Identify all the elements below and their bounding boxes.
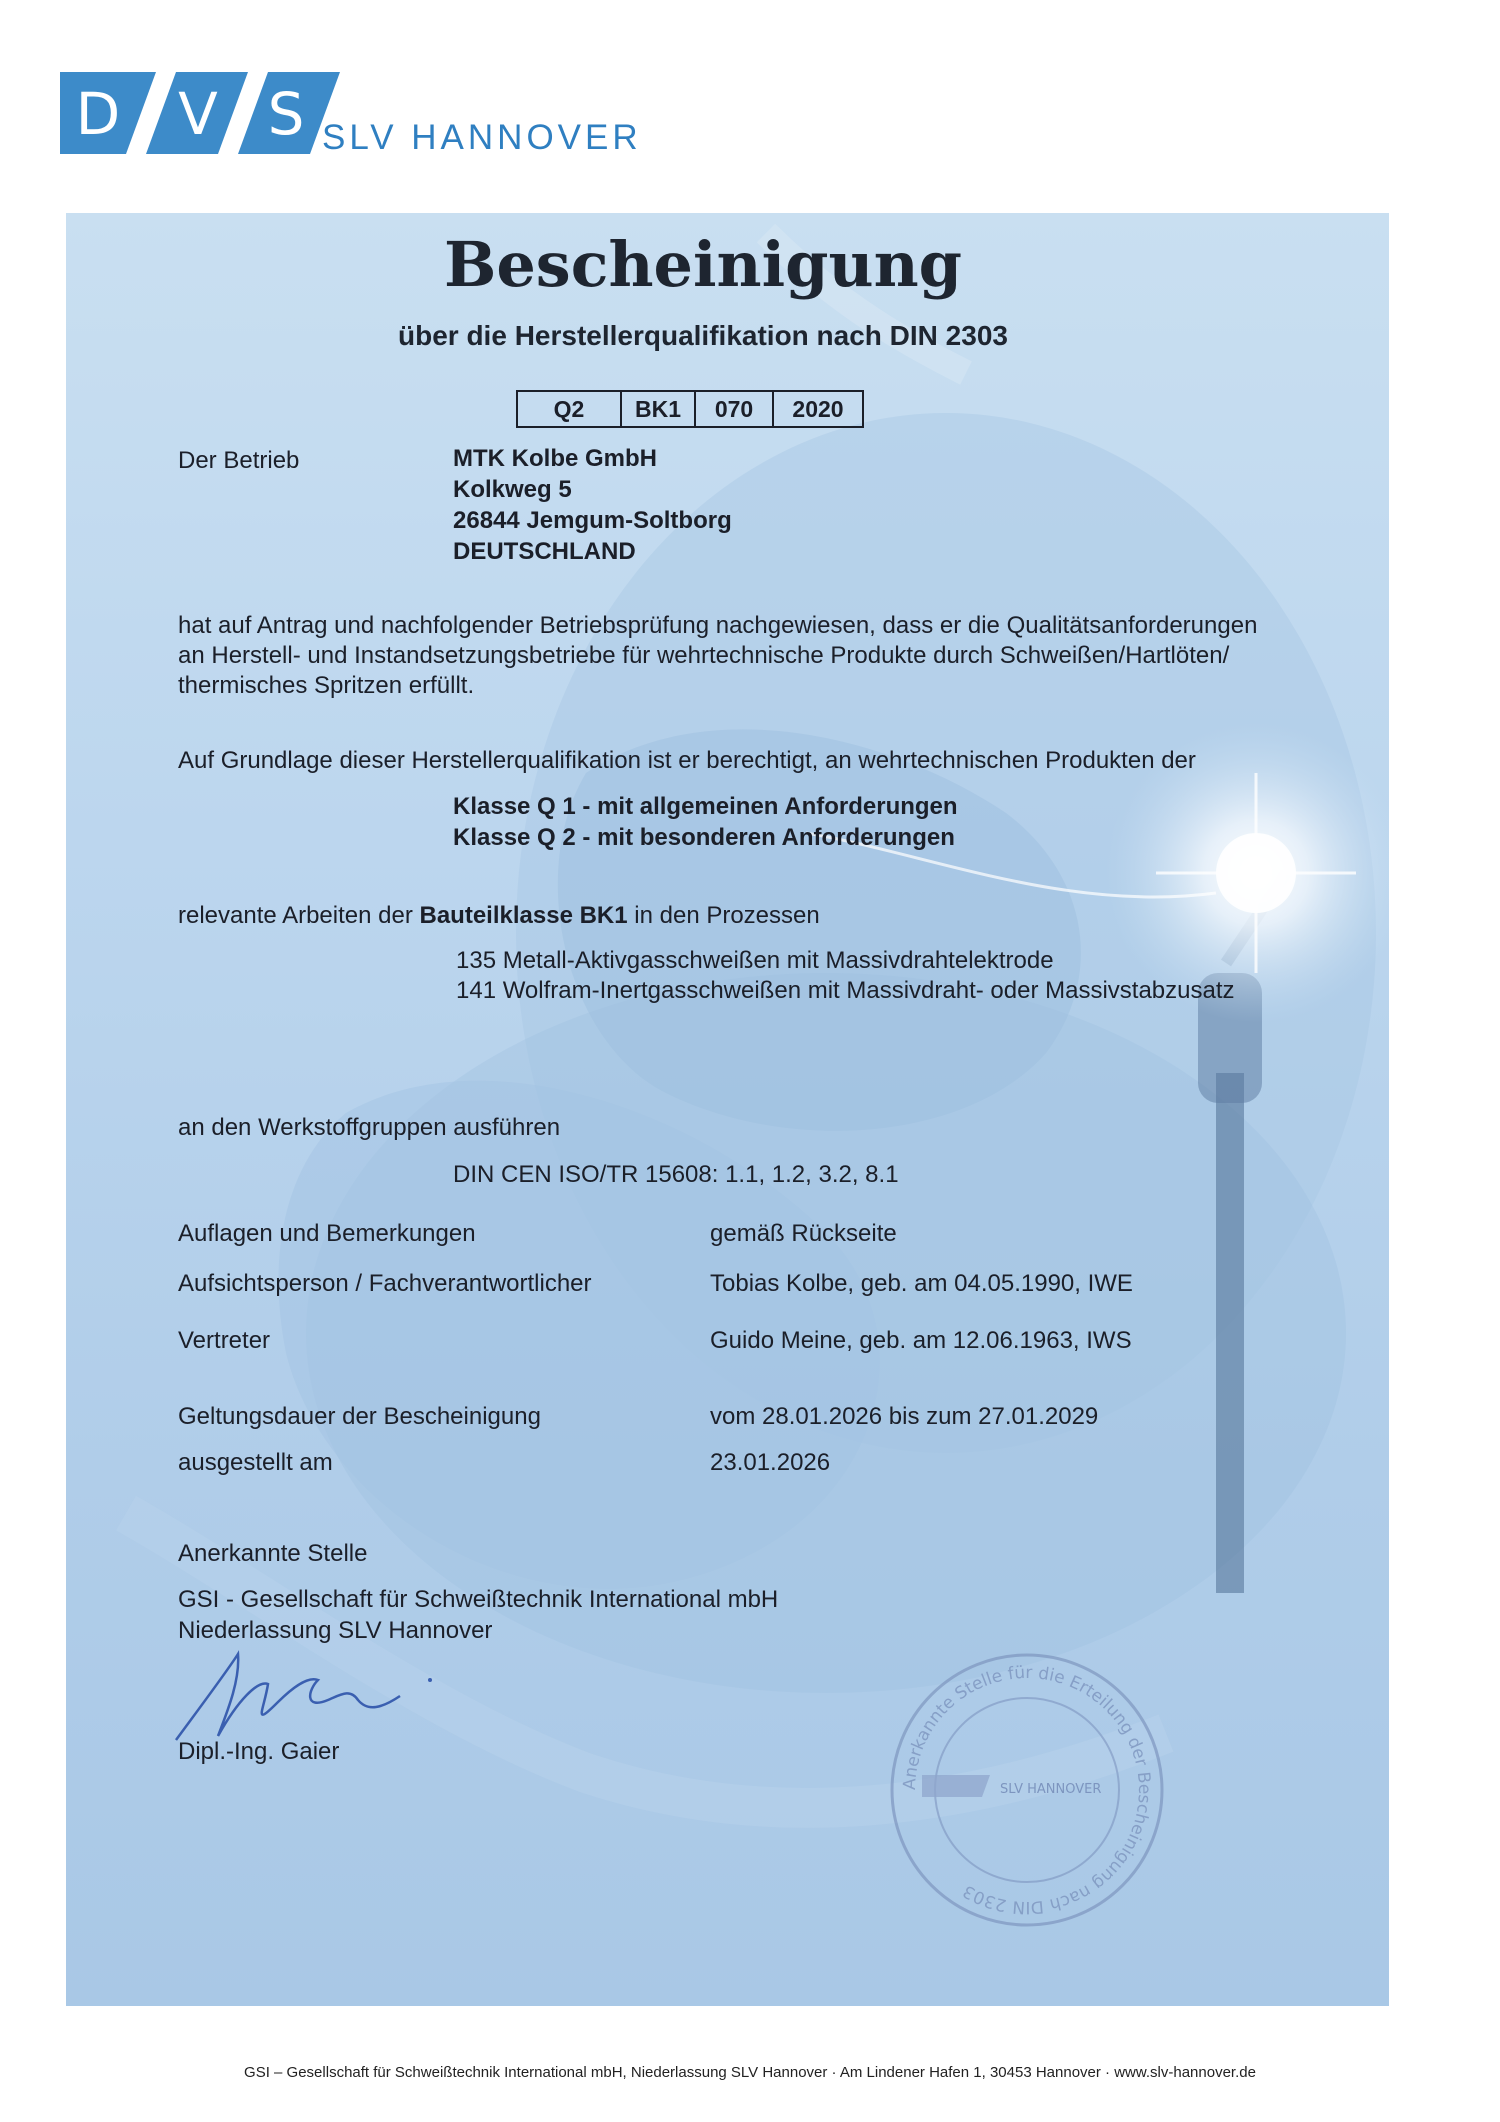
detail-value-validity: vom 28.01.2026 bis zum 27.01.2029 bbox=[710, 1403, 1099, 1430]
company-label: Der Betrieb bbox=[178, 447, 300, 474]
process-135: 135 Metall-Aktivgasschweißen mit Massivdrahtelektrode bbox=[456, 947, 1054, 974]
stamp-ring-text: Anerkannte Stelle für die Erteilung der Bescheinigung nach DIN 2303 bbox=[899, 1662, 1155, 1918]
authorization-text: Auf Grundlage dieser Herstellerqualifikation ist er berechtigt, an wehrtechnischen Produkten der bbox=[178, 747, 1196, 774]
company-country: DEUTSCHLAND bbox=[453, 538, 636, 565]
detail-value-supervisor: Tobias Kolbe, geb. am 04.05.1990, IWE bbox=[710, 1270, 1133, 1297]
component-class-bold: Bauteilklasse BK1 bbox=[419, 902, 628, 929]
detail-label-validity: Geltungsdauer der Bescheinigung bbox=[178, 1403, 541, 1430]
detail-value-conditions: gemäß Rückseite bbox=[710, 1220, 897, 1247]
statement-line-1: hat auf Antrag und nachfolgender Betriebsprüfung nachgewiesen, dass er die Qualitätsanforderungen bbox=[178, 612, 1258, 639]
number-cell-year: 2020 bbox=[772, 392, 862, 426]
detail-value-deputy: Guido Meine, geb. am 12.06.1963, IWS bbox=[710, 1327, 1132, 1354]
company-name: MTK Kolbe GmbH bbox=[453, 445, 657, 472]
process-141: 141 Wolfram-Inertgasschweißen mit Massivdraht- oder Massivstabzusatz bbox=[456, 977, 1235, 1004]
number-cell-quality: Q2 bbox=[553, 396, 585, 422]
detail-label-supervisor: Aufsichtsperson / Fachverantwortlicher bbox=[178, 1270, 592, 1297]
number-cell-sequence: 070 bbox=[694, 392, 772, 426]
detail-value-issued: 23.01.2026 bbox=[710, 1449, 831, 1476]
class-q1: Klasse Q 1 - mit allgemeinen Anforderungen bbox=[453, 793, 958, 820]
dvs-logo bbox=[60, 72, 340, 154]
certificate-number bbox=[516, 390, 864, 428]
class-q2: Klasse Q 2 - mit besonderen Anforderungen bbox=[453, 824, 955, 851]
authority-label: Anerkannte Stelle bbox=[178, 1540, 368, 1567]
relevant-prefix: relevante Arbeiten der bbox=[178, 902, 420, 929]
authority-branch: Niederlassung SLV Hannover bbox=[178, 1617, 493, 1644]
relevant-suffix: in den Prozessen bbox=[627, 902, 820, 929]
signature bbox=[168, 1640, 448, 1750]
official-stamp bbox=[882, 1645, 1172, 1935]
material-groups-value: DIN CEN ISO/TR 15608: 1.1, 1.2, 3.2, 8.1 bbox=[453, 1161, 899, 1188]
detail-label-deputy: Vertreter bbox=[178, 1327, 271, 1354]
footer-address: GSI – Gesellschaft für Schweißtechnik International mbH, Niederlassung SLV Hannover · Am Lindener Hafen 1, 30453 Hannover · www.slv-hannover.de bbox=[244, 2064, 1256, 2081]
logo-letter-d: D bbox=[75, 80, 121, 148]
authority-name: GSI - Gesellschaft für Schweißtechnik International mbH bbox=[178, 1586, 779, 1613]
statement-line-2: an Herstell- und Instandsetzungsbetriebe für wehrtechnische Produkte durch Schweißen/Hartlöten/ bbox=[178, 642, 1230, 669]
relevant-works bbox=[178, 900, 820, 931]
logo-subtitle: SLV HANNOVER bbox=[322, 118, 642, 157]
logo-letter-s: S bbox=[267, 80, 305, 148]
number-cell-component-class: BK1 bbox=[620, 392, 694, 426]
detail-label-issued: ausgestellt am bbox=[178, 1449, 333, 1476]
detail-label-conditions: Auflagen und Bemerkungen bbox=[178, 1220, 476, 1247]
certificate-subtitle: über die Herstellerqualifikation nach DIN 2303 bbox=[398, 320, 1008, 351]
company-street: Kolkweg 5 bbox=[453, 476, 572, 503]
statement-line-3: thermisches Spritzen erfüllt. bbox=[178, 672, 475, 699]
logo-letter-v: V bbox=[178, 80, 218, 148]
signatory-name: Dipl.-Ing. Gaier bbox=[178, 1738, 340, 1765]
material-groups-label: an den Werkstoffgruppen ausführen bbox=[178, 1114, 561, 1141]
stamp-inner-text: SLV HANNOVER bbox=[1000, 1782, 1102, 1797]
certificate-title: Bescheinigung bbox=[443, 228, 963, 301]
company-city: 26844 Jemgum-Soltborg bbox=[453, 507, 732, 534]
